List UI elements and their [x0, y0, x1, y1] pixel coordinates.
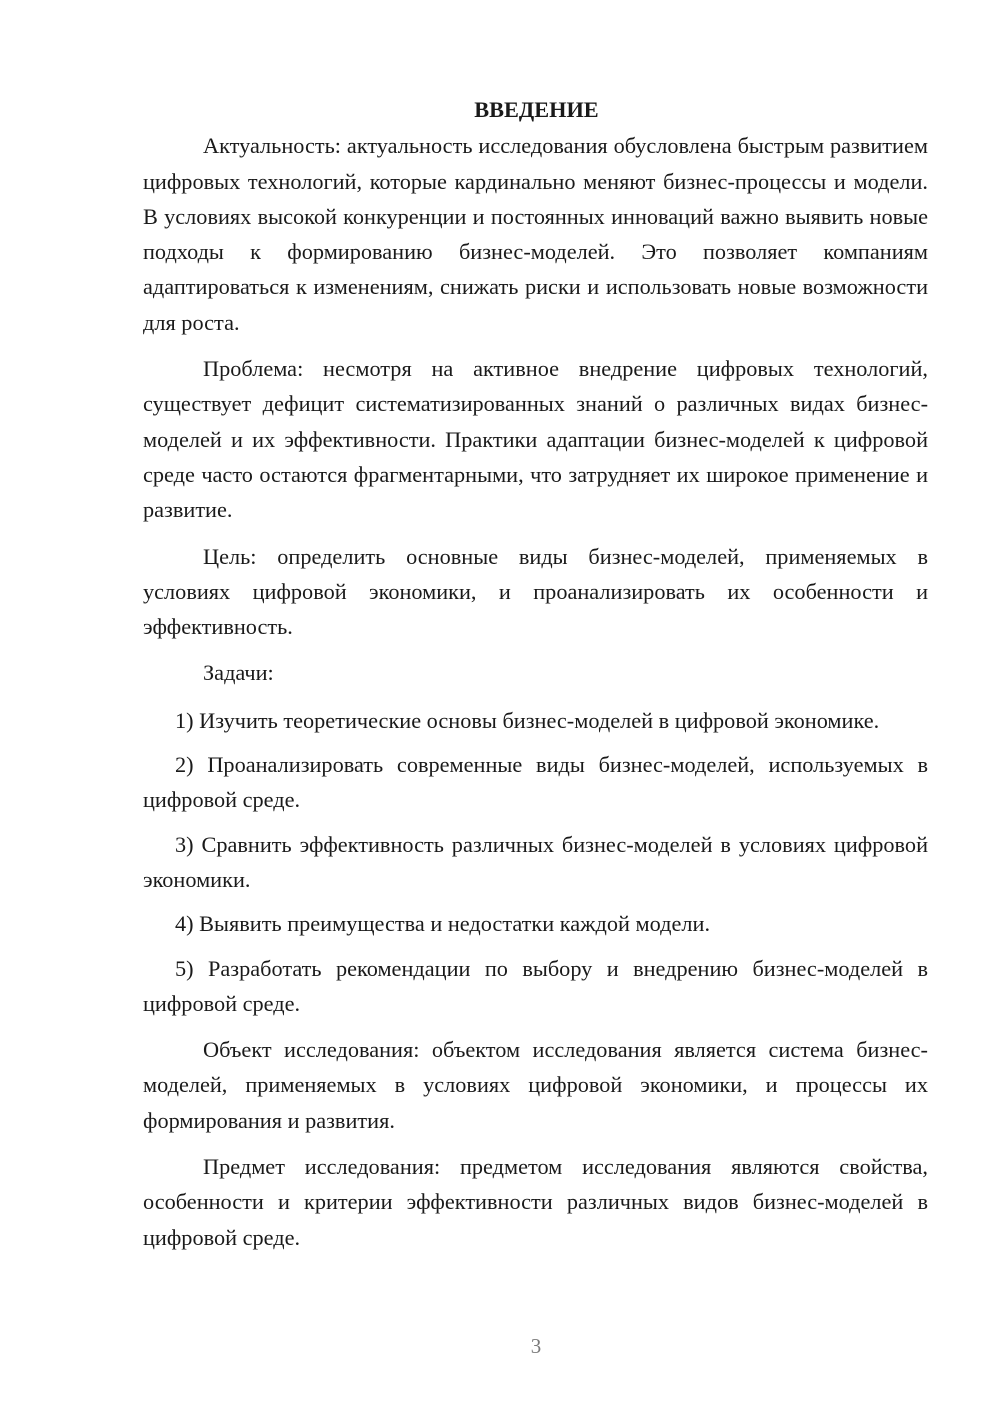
object-paragraph: Объект исследования: объектом исследования является система бизнес-моделей, применяемых в условиях цифровой экономики, и процессы их формирования и развития.: [143, 1037, 928, 1133]
tasks-label: Задачи:: [203, 660, 274, 686]
problem-paragraph: Проблема: несмотря на активное внедрение цифровых технологий, существует дефицит систематизированных знаний о различных видах бизнес-моделей и их эффективности. Практики адаптации бизнес-моделей к цифровой среде часто остаются фрагментарными, что затрудняет их широкое применение и развитие.: [143, 356, 928, 523]
task-item-1: 1) Изучить теоретические основы бизнес-моделей в цифровой экономике.: [175, 707, 880, 733]
goal-paragraph: Цель: определить основные виды бизнес-моделей, применяемых в условиях цифровой экономики, и проанализировать их особенности и эффективность.: [143, 543, 928, 640]
page-number: 3: [530, 1334, 542, 1358]
task-item-4: 4) Выявить преимущества и недостатки каждой модели.: [175, 911, 711, 937]
page-body: [143, 92, 928, 1255]
section-heading: ВВЕДЕНИЕ: [474, 97, 599, 122]
task-item-2: 2) Проанализировать современные виды бизнес-моделей, используемых в цифровой среде.: [143, 752, 928, 813]
subject-paragraph: Предмет исследования: предметом исследования являются свойства, особенности и критерии эффективности различных видов бизнес-моделей в цифровой среде.: [143, 1154, 928, 1250]
task-item-5: 5) Разработать рекомендации по выбору и внедрению бизнес-моделей в цифровой среде.: [143, 955, 928, 1016]
task-item-3: 3) Сравнить эффективность различных бизнес-моделей в условиях цифровой экономики.: [143, 831, 928, 892]
relevance-paragraph: Актуальность: актуальность исследования обусловлена быстрым развитием цифровых технологий, которые кардинально меняют бизнес-процессы и модели. В условиях высокой конкуренции и постоянных инноваций важно выявить новые подходы к формированию бизнес-моделей. Это позволяет компаниям адаптироваться к изменениям, снижать риски и использовать новые возможности для роста.: [143, 133, 928, 335]
